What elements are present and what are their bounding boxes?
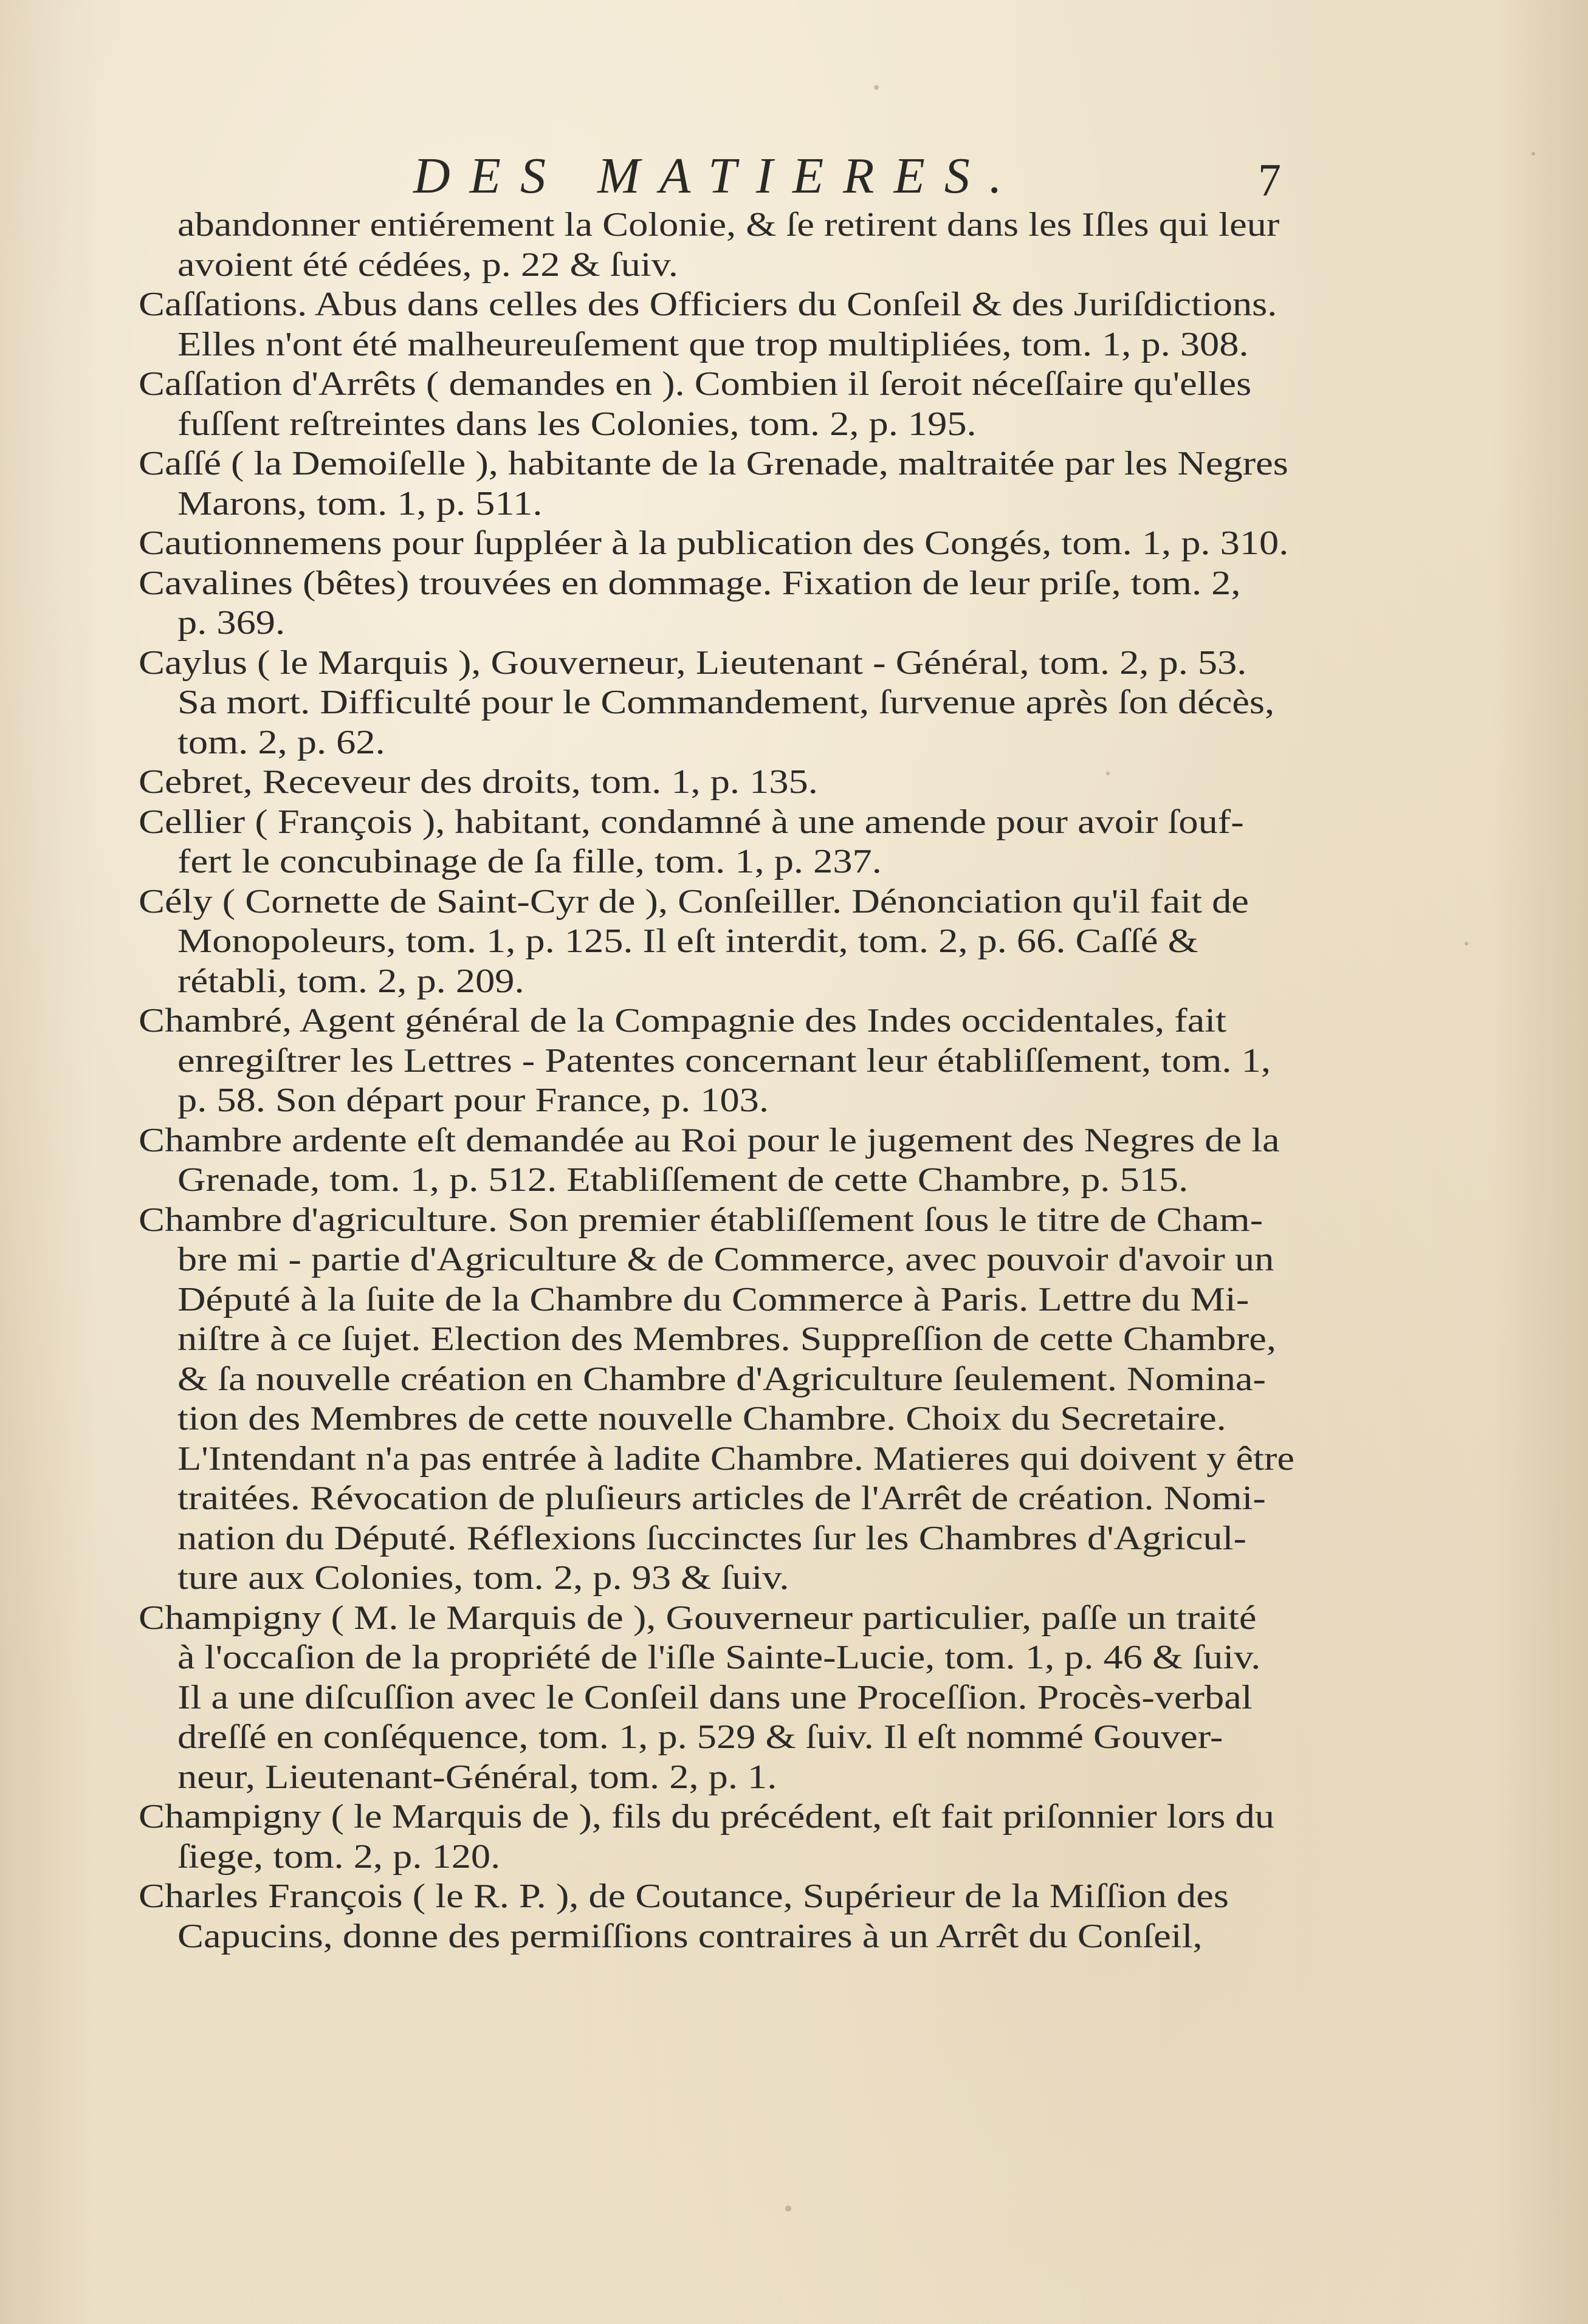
- entry-text: nation du Député. Réflexions ſuccinctes ſur les Chambres d'Agricul-: [177, 1519, 1246, 1557]
- entry-text: Sa mort. Difficulté pour le Commandement, ſurvenue après ſon décès,: [177, 684, 1275, 721]
- entry-continuation-line: [0, 1558, 1588, 1599]
- entry-continuation-line: [0, 1320, 1588, 1360]
- entry-heading-line: [0, 1201, 1588, 1241]
- index-entry: [0, 1797, 1588, 1877]
- entry-text: dreſſé en conſéquence, tom. 1, p. 529 & ſuiv. Il eſt nommé Gouver-: [177, 1718, 1223, 1756]
- entry-continuation-line: [0, 1837, 1588, 1877]
- entry-continuation-line: [0, 1917, 1588, 1957]
- entry-heading-line: [0, 524, 1588, 564]
- entry-continuation-line: [0, 1240, 1588, 1280]
- entry-continuation-line: [0, 1519, 1588, 1559]
- entry-continuation-line: [0, 1280, 1588, 1320]
- index-entry: [0, 1599, 1588, 1798]
- entry-text: Chambre d'agriculture. Son premier établiſſement ſous le titre de Cham-: [139, 1201, 1263, 1239]
- entry-text: p. 58. Son départ pour France, p. 103.: [177, 1081, 769, 1119]
- index-entry: [0, 803, 1588, 882]
- entry-text: Caſſation d'Arrêts ( demandes en ). Combien il ſeroit néceſſaire qu'elles: [139, 365, 1252, 403]
- entry-text: Cebret, Receveur des droits, tom. 1, p. 135.: [139, 763, 818, 801]
- index-entries: [0, 205, 1588, 1956]
- entry-heading-line: [0, 1121, 1588, 1161]
- entry-text: Marons, tom. 1, p. 511.: [177, 484, 543, 523]
- entry-text: Champigny ( M. le Marquis de ), Gouverneur particulier, paſſe un traité: [139, 1599, 1257, 1637]
- entry-text: Cavalines (bêtes) trouvées en dommage. Fixation de leur priſe, tom. 2,: [139, 564, 1241, 602]
- entry-continuation-line: [0, 1360, 1588, 1400]
- entry-continuation-line: [0, 405, 1588, 445]
- entry-continuation-line: [0, 962, 1588, 1002]
- entry-text: Charles François ( le R. P. ), de Coutance, Supérieur de la Miſſion des: [139, 1877, 1229, 1915]
- entry-text: Champigny ( le Marquis de ), fils du précédent, eſt fait priſonnier lors du: [139, 1798, 1274, 1836]
- index-entry: [0, 524, 1588, 564]
- entry-continuation-line: [0, 1678, 1588, 1718]
- entry-heading-line: [0, 564, 1588, 604]
- entry-text: Capucins, donne des permiſſions contraires à un Arrêt du Conſeil,: [177, 1917, 1203, 1955]
- entry-text: L'Intendant n'a pas entrée à ladite Chambre. Matieres qui doivent y être: [177, 1439, 1294, 1478]
- entry-continuation-line: [0, 1638, 1588, 1678]
- entry-text: Caſſations. Abus dans celles des Officiers du Conſeil & des Juriſdictions.: [139, 286, 1277, 323]
- paper-speck: [1465, 942, 1468, 945]
- index-entry: [0, 763, 1588, 803]
- entry-heading-line: [0, 1599, 1588, 1639]
- entry-continuation-line: [0, 842, 1588, 882]
- entry-text: Il a une diſcuſſion avec le Conſeil dans une Proceſſion. Procès-verbal: [177, 1678, 1253, 1716]
- entry-heading-line: [0, 444, 1588, 484]
- entry-text: Chambre ardente eſt demandée au Roi pour le jugement des Negres de la: [139, 1121, 1280, 1159]
- entry-text: à l'occaſion de la propriété de l'iſle Sainte-Lucie, tom. 1, p. 46 & ſuiv.: [177, 1639, 1261, 1676]
- index-entry: [0, 1877, 1588, 1956]
- entry-text: Elles n'ont été malheureuſement que trop multipliées, tom. 1, p. 308.: [177, 325, 1249, 363]
- entry-continuation-line: [0, 245, 1588, 286]
- entry-text: enregiſtrer les Lettres - Patentes concernant leur établiſſement, tom. 1,: [177, 1041, 1271, 1080]
- index-entry: [0, 285, 1588, 365]
- entry-continuation-line: [0, 723, 1588, 763]
- paper-speck: [785, 2206, 791, 2212]
- paper-speck: [1531, 152, 1535, 156]
- entry-text: Cautionnemens pour ſuppléer à la publication des Congés, tom. 1, p. 310.: [139, 524, 1289, 562]
- index-entry: [0, 1121, 1588, 1201]
- entry-continuation-line: [0, 1160, 1588, 1201]
- entry-continuation-line: [0, 325, 1588, 365]
- entry-text: rétabli, tom. 2, p. 209.: [177, 962, 524, 1000]
- index-entry: [0, 1001, 1588, 1121]
- entry-heading-line: [0, 1877, 1588, 1917]
- index-entry: [0, 564, 1588, 643]
- entry-heading-line: [0, 882, 1588, 922]
- entry-heading-line: [0, 285, 1588, 325]
- entry-heading-line: [0, 365, 1588, 405]
- entry-heading-line: [0, 803, 1588, 843]
- index-entry: [0, 1201, 1588, 1599]
- entry-continuation-line: [0, 1758, 1588, 1798]
- entry-continuation-line: [0, 683, 1588, 723]
- entry-text: neur, Lieutenant-Général, tom. 2, p. 1.: [177, 1758, 777, 1796]
- entry-continuation-line: [0, 1439, 1588, 1479]
- entry-text: tion des Membres de cette nouvelle Chambre. Choix du Secretaire.: [177, 1400, 1226, 1438]
- entry-text: Chambré, Agent général de la Compagnie des Indes occidentales, fait: [139, 1002, 1227, 1040]
- entry-heading-line: [0, 763, 1588, 803]
- entry-continuation-line: [0, 1399, 1588, 1439]
- index-entry: [0, 643, 1588, 763]
- entry-text: ture aux Colonies, tom. 2, p. 93 & ſuiv.: [177, 1559, 789, 1597]
- entry-continuation-line: [0, 1479, 1588, 1519]
- entry-text: traitées. Révocation de pluſieurs articles de l'Arrêt de création. Nomi-: [177, 1479, 1266, 1517]
- entry-text: niſtre à ce ſujet. Election des Membres. Suppreſſion de cette Chambre,: [177, 1320, 1276, 1358]
- entry-text: tom. 2, p. 62.: [177, 723, 385, 761]
- entry-text: Cellier ( François ), habitant, condamné à une amende pour avoir ſouf-: [139, 803, 1244, 841]
- entry-heading-line: [0, 1001, 1588, 1041]
- entry-continuation-line: [0, 205, 1588, 245]
- running-title: DES MATIERES.: [413, 148, 1022, 204]
- entry-text: Caſſé ( la Demoiſelle ), habitante de la Grenade, maltraitée par les Negres: [139, 445, 1288, 482]
- entry-text: fuſſent reſtreintes dans les Colonies, tom. 2, p. 195.: [177, 405, 977, 443]
- entry-continuation-line: [0, 1718, 1588, 1758]
- entry-text: p. 369.: [177, 604, 286, 642]
- entry-text: abandonner entiérement la Colonie, & ſe retirent dans les Iſles qui leur: [177, 206, 1280, 244]
- entry-continuation-line: [0, 603, 1588, 643]
- entry-continuation-line: [0, 1081, 1588, 1121]
- paper-speck: [874, 85, 879, 90]
- index-entry: [0, 205, 1588, 285]
- entry-text: bre mi - partie d'Agriculture & de Commerce, avec pouvoir d'avoir un: [177, 1241, 1274, 1278]
- index-entry: [0, 444, 1588, 524]
- paper-speck: [1106, 772, 1110, 775]
- entry-text: Grenade, tom. 1, p. 512. Etabliſſement de cette Chambre, p. 515.: [177, 1161, 1189, 1199]
- entry-text: Député à la ſuite de la Chambre du Commerce à Paris. Lettre du Mi-: [177, 1280, 1249, 1318]
- entry-text: Caylus ( le Marquis ), Gouverneur, Lieutenant - Général, tom. 2, p. 53.: [139, 643, 1247, 682]
- entry-heading-line: [0, 643, 1588, 684]
- entry-text: & ſa nouvelle création en Chambre d'Agriculture ſeulement. Nomina-: [177, 1360, 1266, 1398]
- entry-text: Monopoleurs, tom. 1, p. 125. Il eſt interdit, tom. 2, p. 66. Caſſé &: [177, 922, 1198, 960]
- page-number: 7: [1258, 155, 1281, 206]
- entry-continuation-line: [0, 1041, 1588, 1081]
- entry-text: avoient été cédées, p. 22 & ſuiv.: [177, 245, 678, 284]
- entry-continuation-line: [0, 922, 1588, 962]
- entry-text: fert le concubinage de ſa fille, tom. 1, p. 237.: [177, 843, 882, 880]
- entry-text: Cély ( Cornette de Saint-Cyr de ), Conſeiller. Dénonciation qu'il fait de: [139, 882, 1249, 920]
- entry-continuation-line: [0, 484, 1588, 524]
- running-head: [413, 143, 1325, 210]
- entry-heading-line: [0, 1797, 1588, 1837]
- index-entry: [0, 882, 1588, 1002]
- entry-text: ſiege, tom. 2, p. 120.: [177, 1837, 501, 1876]
- index-entry: [0, 365, 1588, 444]
